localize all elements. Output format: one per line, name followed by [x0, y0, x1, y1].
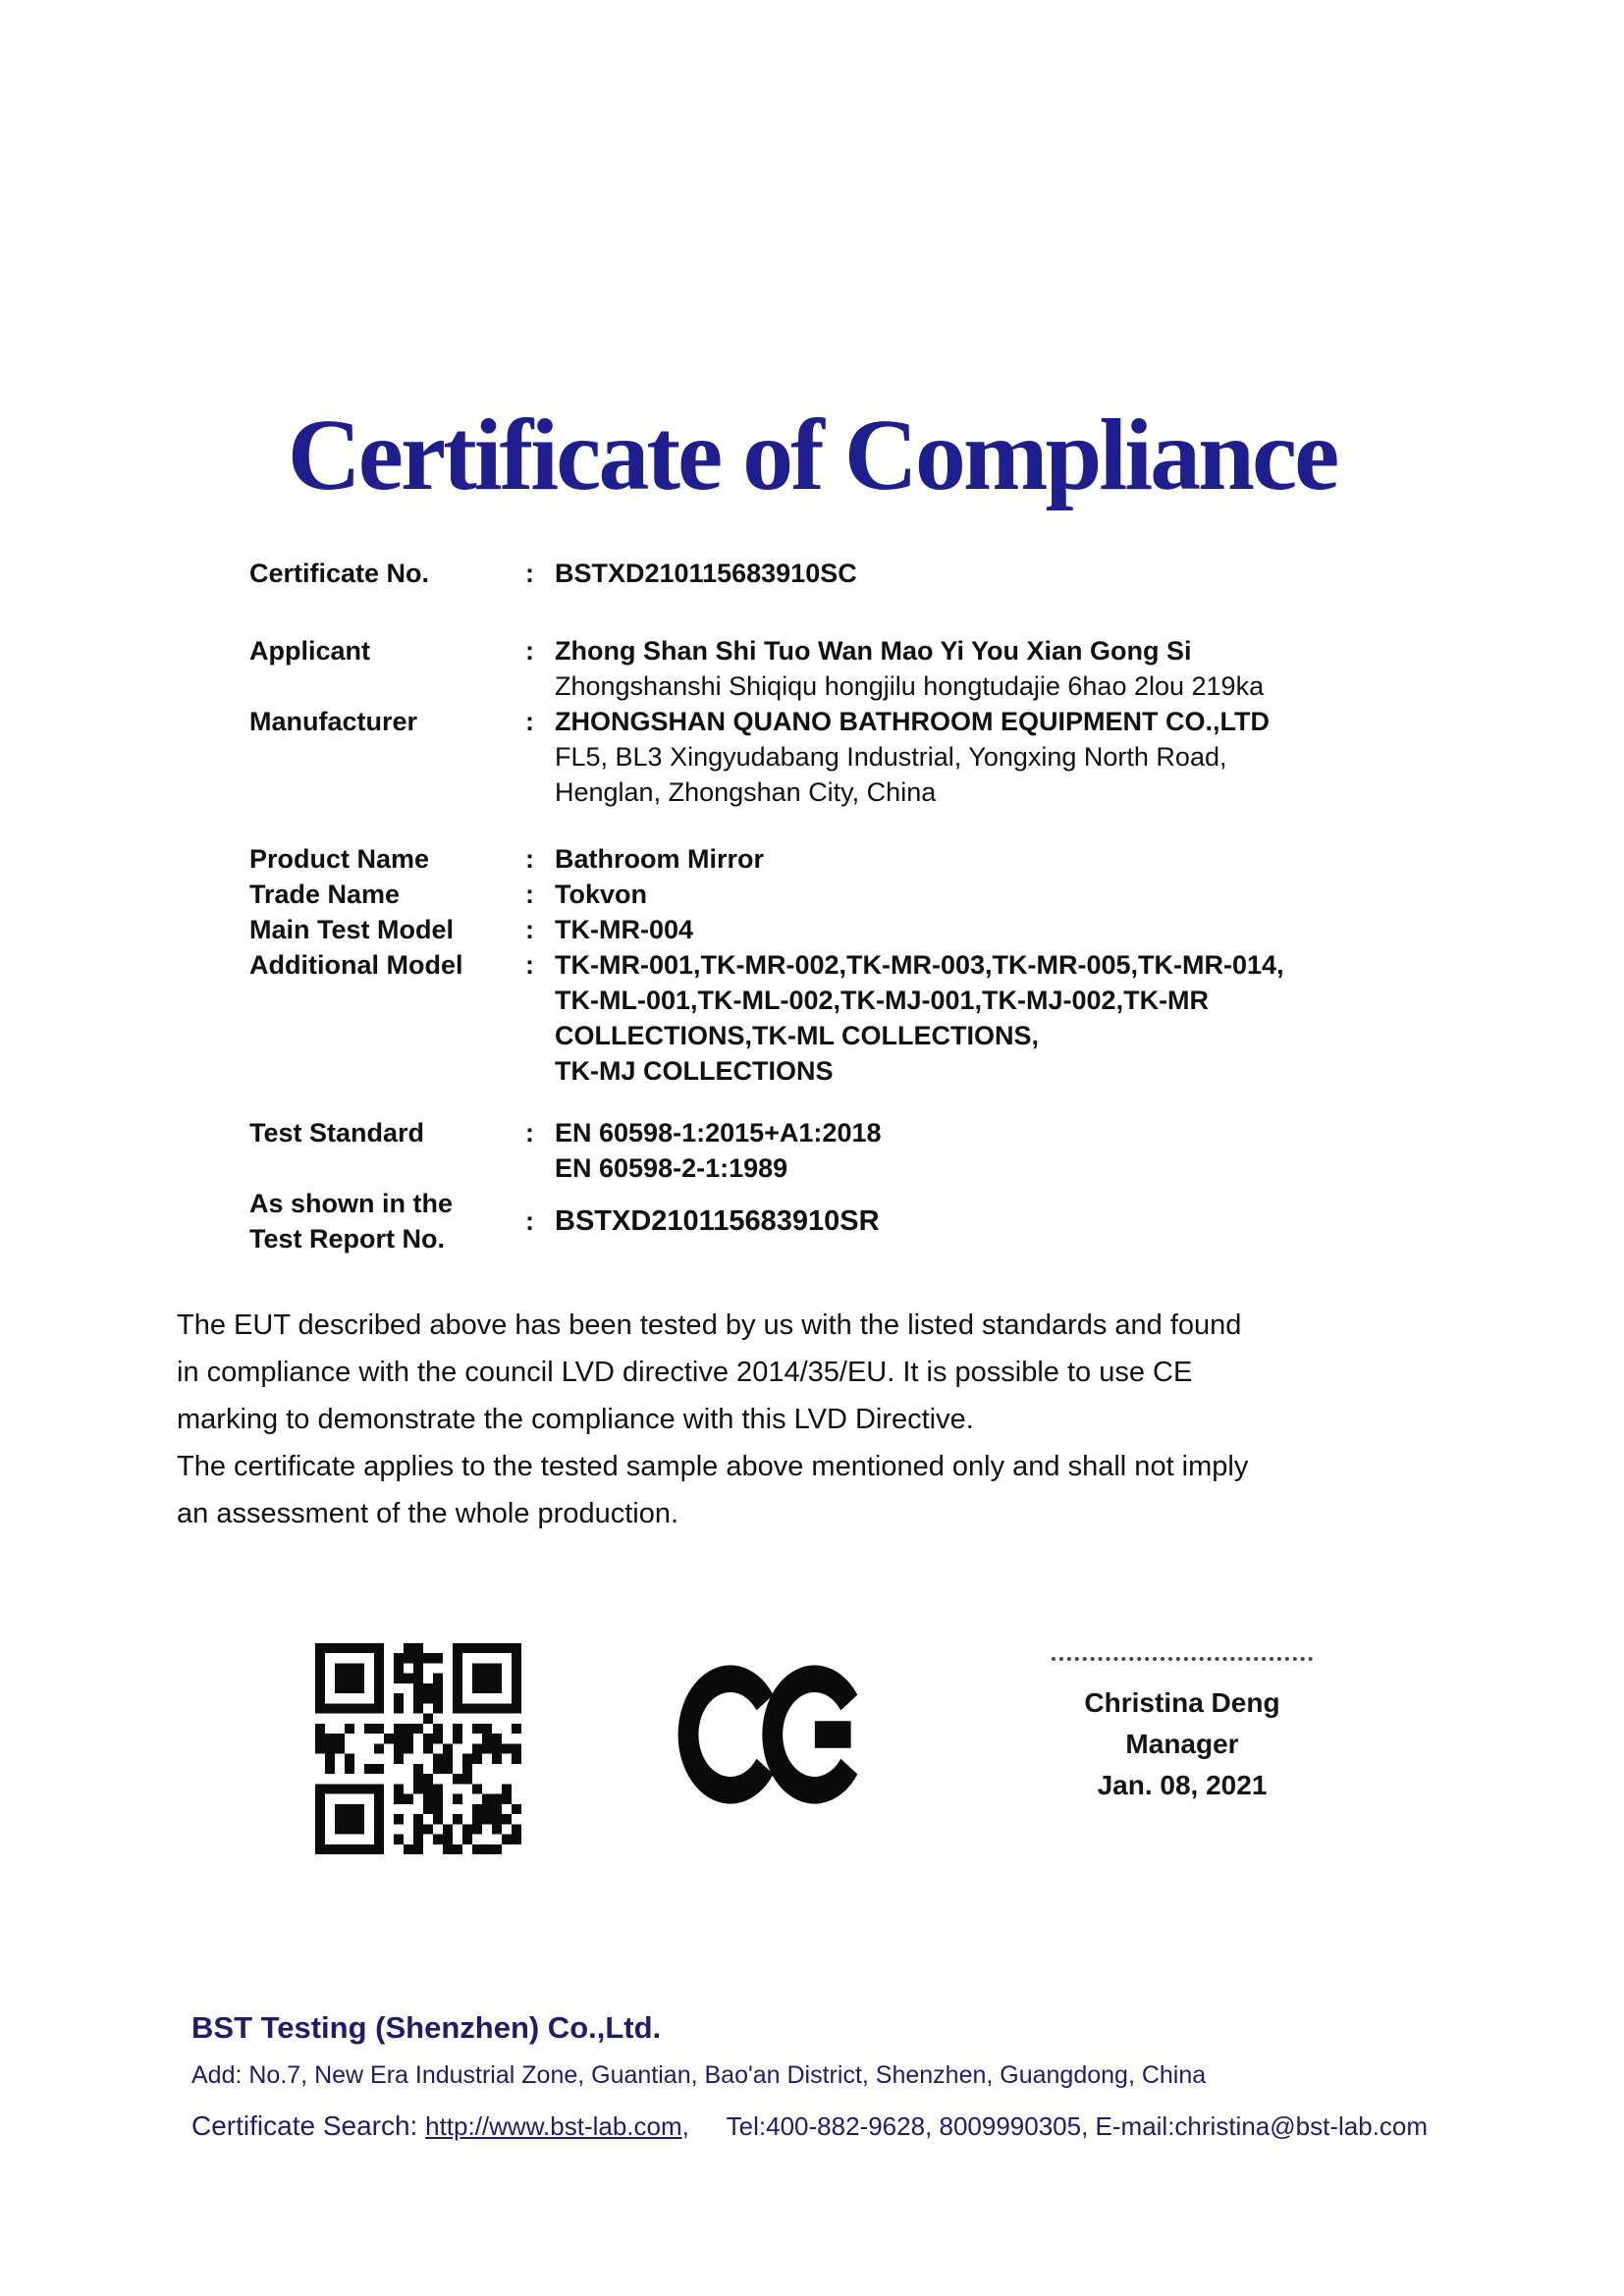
lab-address: Add: No.7, New Era Industrial Zone, Guantian, Bao'an District, Shenzhen, Guangdong, China	[191, 2061, 1207, 2090]
test-report-label	[249, 1186, 525, 1256]
field-row-main-test-model	[249, 912, 1624, 947]
field-row-test-standard	[249, 1115, 1624, 1186]
colon-separator: :	[525, 950, 534, 981]
test-standard-line-1: EN 60598-1:2015+A1:2018	[555, 1118, 882, 1148]
stamp-signature-band	[0, 1643, 1624, 1854]
lab-contact-info: Tel:400-882-9628, 8009990305, E-mail:christina@bst-lab.com	[726, 2111, 1429, 2142]
field-row-manufacturer	[249, 704, 1624, 810]
certificate-search-label: Certificate Search:	[191, 2110, 418, 2142]
test-standard-line-2: EN 60598-2-1:1989	[555, 1153, 788, 1184]
qr-code	[315, 1643, 521, 1854]
colon-separator: :	[525, 559, 534, 589]
field-row-trade-name	[249, 877, 1624, 912]
ce-mark-icon	[677, 1663, 869, 1806]
colon-separator: :	[525, 844, 534, 875]
colon-separator: :	[525, 707, 534, 737]
colon-separator: :	[525, 880, 534, 910]
footer	[0, 2011, 1624, 2142]
test-standard-value	[555, 1115, 1624, 1186]
additional-model-label: Additional Model	[249, 950, 463, 981]
statement-line-5: an assessment of the whole production.	[177, 1498, 679, 1530]
additional-model-line-4: TK-MJ COLLECTIONS	[555, 1056, 834, 1087]
compliance-statement	[177, 1302, 1443, 1537]
additional-model-line-3: COLLECTIONS,TK-ML COLLECTIONS,	[555, 1021, 1039, 1051]
certificate-search-link[interactable]: http://www.bst-lab.com	[425, 2111, 682, 2142]
test-report-label-line-2: Test Report No.	[249, 1224, 446, 1255]
certificate-no-label: Certificate No.	[249, 559, 430, 589]
statement-line-1: The EUT described above has been tested by us with the listed standards and found	[177, 1309, 1242, 1342]
lab-company-name: BST Testing (Shenzhen) Co.,Ltd.	[191, 2010, 662, 2046]
test-report-value: BSTXD210115683910SR	[555, 1205, 880, 1238]
statement-line-4: The certificate applies to the tested sample above mentioned only and shall not imply	[177, 1451, 1249, 1483]
manufacturer-value	[555, 704, 1624, 810]
field-row-applicant	[249, 633, 1624, 704]
search-url-comma: ,	[681, 2111, 689, 2142]
colon-separator: :	[525, 915, 534, 945]
certificate-search-line	[191, 2110, 1624, 2142]
main-test-model-label: Main Test Model	[249, 915, 455, 945]
field-row-certificate-no	[249, 556, 1624, 591]
signature-dotted-line	[1052, 1657, 1313, 1661]
product-name-value: Bathroom Mirror	[555, 844, 765, 875]
main-test-model-value: TK-MR-004	[555, 915, 694, 945]
applicant-label: Applicant	[249, 636, 371, 667]
signature-date: Jan. 08, 2021	[1097, 1770, 1268, 1801]
signature-block	[1052, 1657, 1313, 1806]
applicant-address: Zhongshanshi Shiqiqu hongjilu hongtudajie 6hao 2lou 219ka	[555, 671, 1265, 702]
fields-section	[0, 556, 1624, 1256]
applicant-name: Zhong Shan Shi Tuo Wan Mao Yi You Xian Gong Si	[555, 636, 1192, 667]
signatory-name: Christina Deng	[1084, 1687, 1280, 1719]
signatory-role: Manager	[1125, 1729, 1239, 1760]
field-row-additional-model	[249, 947, 1624, 1089]
manufacturer-name: ZHONGSHAN QUANO BATHROOM EQUIPMENT CO.,LTD	[555, 707, 1270, 737]
product-name-label: Product Name	[249, 844, 430, 875]
statement-line-2: in compliance with the council LVD directive 2014/35/EU. It is possible to use CE	[177, 1357, 1193, 1389]
certificate-no-value: BSTXD210115683910SC	[555, 559, 857, 589]
additional-model-value	[555, 947, 1624, 1089]
colon-separator: :	[525, 636, 534, 667]
colon-separator: :	[525, 1206, 534, 1237]
manufacturer-address-1: FL5, BL3 Xingyudabang Industrial, Yongxing North Road,	[555, 742, 1227, 773]
manufacturer-address-2: Henglan, Zhongshan City, China	[555, 777, 937, 808]
test-standard-label: Test Standard	[249, 1118, 425, 1148]
colon-separator: :	[525, 1118, 534, 1148]
additional-model-line-2: TK-ML-001,TK-ML-002,TK-MJ-001,TK-MJ-002,TK-MR	[555, 986, 1210, 1016]
field-row-test-report-no	[249, 1186, 1624, 1256]
manufacturer-label: Manufacturer	[249, 707, 418, 737]
certificate-title: Certificate of Compliance	[287, 399, 1337, 511]
applicant-value	[555, 633, 1624, 704]
trade-name-label: Trade Name	[249, 880, 401, 910]
field-row-product-name	[249, 841, 1624, 877]
additional-model-line-1: TK-MR-001,TK-MR-002,TK-MR-003,TK-MR-005,TK-MR-014,	[555, 950, 1284, 981]
trade-name-value: Tokvon	[555, 880, 647, 910]
test-report-label-line-1: As shown in the	[249, 1189, 454, 1219]
statement-line-3: marking to demonstrate the compliance with this LVD Directive.	[177, 1404, 974, 1436]
